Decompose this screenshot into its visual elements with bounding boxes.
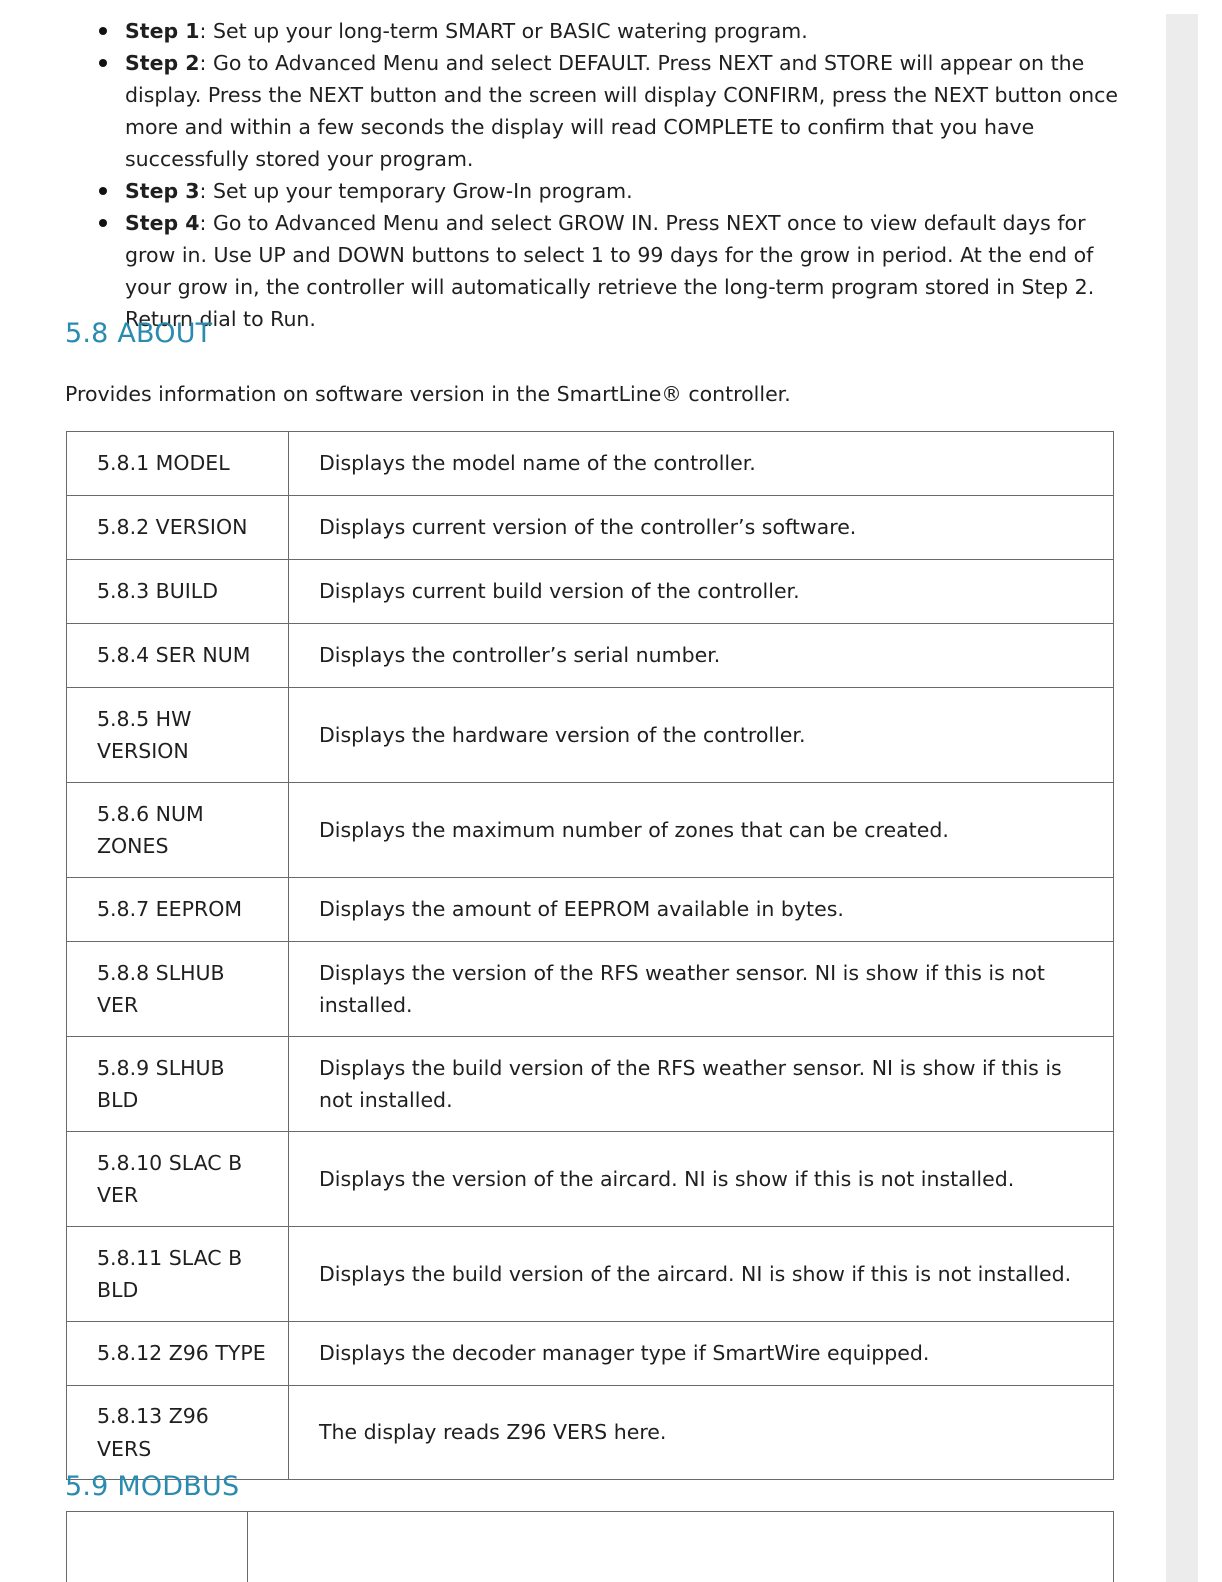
step-text: : Go to Advanced Menu and select GROW IN. Press NEXT once to view default days for grow in. Use UP and DOWN buttons to select 1 to 99 days for the grow in period. At the end of your grow in, the controller will automatically retrieve the long-term program stored in Step 2. Return dial to Run. [125, 211, 1095, 331]
table-row [67, 878, 1114, 942]
table-row [67, 783, 1114, 878]
list-item [96, 175, 1126, 207]
item-cell: 5.8.4 SER NUM [67, 624, 289, 688]
description-cell: Displays the build version of the RFS weather sensor. NI is show if this is not installed. [289, 1037, 1114, 1132]
description-cell: Displays the decoder manager type if SmartWire equipped. [289, 1322, 1114, 1386]
description-cell: Displays current build version of the controller. [289, 560, 1114, 624]
table-row [67, 1512, 1114, 1582]
list-item [96, 15, 1126, 47]
item-cell: 5.8.1 MODEL [67, 432, 289, 496]
description-cell: Displays the build version of the aircard. NI is show if this is not installed. [289, 1227, 1114, 1322]
item-cell: 5.8.10 SLAC B VER [67, 1132, 289, 1227]
bullet-icon [99, 27, 107, 35]
modbus-heading: 5.9 MODBUS [65, 1471, 240, 1502]
about-heading: 5.8 ABOUT [65, 318, 213, 349]
item-cell: 5.8.8 SLHUB VER [67, 942, 289, 1037]
step-label: Step 3 [125, 179, 200, 203]
description-cell: Displays the amount of EEPROM available in bytes. [289, 878, 1114, 942]
table-row [67, 624, 1114, 688]
table-row [67, 942, 1114, 1037]
step-text: : Set up your long-term SMART or BASIC watering program. [199, 19, 808, 43]
description-cell: Displays the version of the RFS weather sensor. NI is show if this is not installed. [289, 942, 1114, 1037]
bullet-icon [99, 187, 107, 195]
table-row [67, 1132, 1114, 1227]
description-cell: Displays the hardware version of the controller. [289, 688, 1114, 783]
description-cell: Displays current version of the controller’s software. [289, 496, 1114, 560]
about-table [66, 431, 1114, 1480]
table-cell [67, 1512, 248, 1582]
item-cell: 5.8.3 BUILD [67, 560, 289, 624]
description-cell: Displays the version of the aircard. NI is show if this is not installed. [289, 1132, 1114, 1227]
item-cell: 5.8.2 VERSION [67, 496, 289, 560]
step-label: Step 1 [125, 19, 200, 43]
description-cell: Displays the model name of the controller. [289, 432, 1114, 496]
description-cell: Displays the maximum number of zones that can be created. [289, 783, 1114, 878]
list-item [96, 207, 1126, 335]
steps-list [96, 15, 1126, 335]
item-cell: 5.8.11 SLAC B BLD [67, 1227, 289, 1322]
table-row [67, 1227, 1114, 1322]
description-cell: The display reads Z96 VERS here. [289, 1386, 1114, 1480]
list-item [96, 47, 1126, 175]
modbus-table [66, 1511, 1114, 1582]
description-cell: Displays the controller’s serial number. [289, 624, 1114, 688]
about-intro: Provides information on software version in the SmartLine® controller. [65, 382, 791, 406]
table-row [67, 496, 1114, 560]
item-cell: 5.8.5 HW VERSION [67, 688, 289, 783]
item-cell: 5.8.6 NUM ZONES [67, 783, 289, 878]
item-cell: 5.8.12 Z96 TYPE [67, 1322, 289, 1386]
bullet-icon [99, 59, 107, 67]
item-cell: 5.8.7 EEPROM [67, 878, 289, 942]
bullet-icon [99, 219, 107, 227]
step-text: : Go to Advanced Menu and select DEFAULT. Press NEXT and STORE will appear on the display. Press the NEXT button and the screen will display CONFIRM, press the NEXT button once more and within a few seconds the display will read COMPLETE to confirm that you have successfully stored your program. [125, 51, 1119, 171]
table-cell [248, 1512, 1114, 1582]
table-row [67, 688, 1114, 783]
scrollbar-track[interactable] [1166, 14, 1198, 1582]
table-row [67, 560, 1114, 624]
item-cell: 5.8.13 Z96 VERS [67, 1386, 289, 1480]
step-label: Step 4 [125, 211, 200, 235]
table-row [67, 1037, 1114, 1132]
item-cell: 5.8.9 SLHUB BLD [67, 1037, 289, 1132]
step-label: Step 2 [125, 51, 200, 75]
table-row [67, 1386, 1114, 1480]
table-row [67, 432, 1114, 496]
step-text: : Set up your temporary Grow-In program. [199, 179, 633, 203]
table-row [67, 1322, 1114, 1386]
